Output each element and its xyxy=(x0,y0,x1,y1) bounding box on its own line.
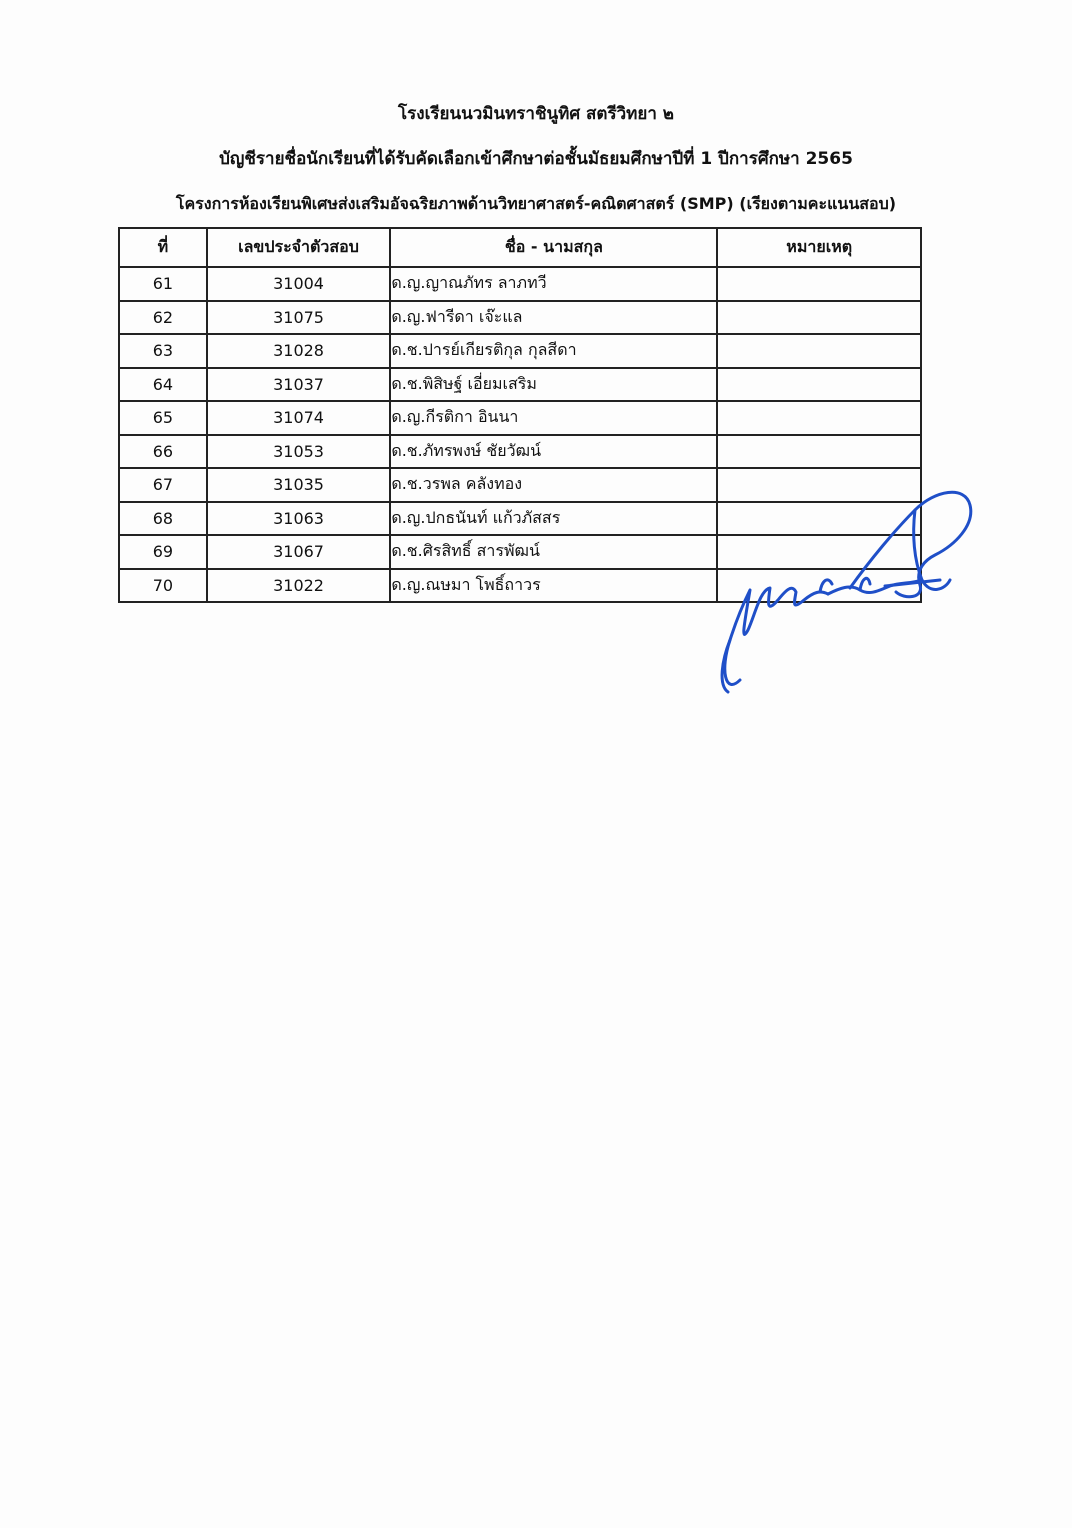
column-header-note: หมายเหตุ xyxy=(717,228,921,267)
table-row xyxy=(119,368,921,402)
column-header-exam-id: เลขประจำตัวสอบ xyxy=(207,228,391,267)
cell-name: ด.ญ.ฟารีดา เจ๊ะแล xyxy=(390,301,717,335)
cell-exam-id: 31053 xyxy=(207,435,391,469)
cell-note xyxy=(717,301,921,335)
cell-no: 70 xyxy=(119,569,207,603)
list-title: บัญชีรายชื่อนักเรียนที่ได้รับคัดเลือกเข้าศึกษาต่อชั้นมัธยมศึกษาปีที่ 1 ปีการศึกษา 2565 xyxy=(219,149,853,169)
cell-no: 61 xyxy=(119,267,207,301)
table-row xyxy=(119,435,921,469)
cell-no: 69 xyxy=(119,535,207,569)
cell-note xyxy=(717,368,921,402)
cell-no: 65 xyxy=(119,401,207,435)
cell-exam-id: 31075 xyxy=(207,301,391,335)
cell-exam-id: 31063 xyxy=(207,502,391,536)
cell-note xyxy=(717,334,921,368)
cell-exam-id: 31035 xyxy=(207,468,391,502)
cell-name: ด.ญ.กีรติกา อินนา xyxy=(390,401,717,435)
cell-name: ด.ช.ภัทรพงษ์ ชัยวัฒน์ xyxy=(390,435,717,469)
program-title: โครงการห้องเรียนพิเศษส่งเสริมอัจฉริยภาพด้านวิทยาศาสตร์-คณิตศาสตร์ (SMP) (เรียงตามคะแนนสอบ) xyxy=(175,194,897,213)
cell-exam-id: 31022 xyxy=(207,569,391,603)
table-row xyxy=(119,267,921,301)
cell-name: ด.ญ.ญาณภัทร ลาภทวี xyxy=(390,267,717,301)
table-row xyxy=(119,301,921,335)
cell-name: ด.ช.ปารย์เกียรติกุล กุลสีดา xyxy=(390,334,717,368)
column-header-name: ชื่อ - นามสกุล xyxy=(390,228,717,267)
signature-image xyxy=(700,480,990,710)
cell-name: ด.ญ.ณษมา โพธิ์ถาวร xyxy=(390,569,717,603)
cell-no: 64 xyxy=(119,368,207,402)
cell-no: 68 xyxy=(119,502,207,536)
column-header-no: ที่ xyxy=(119,228,207,267)
cell-exam-id: 31037 xyxy=(207,368,391,402)
cell-exam-id: 31074 xyxy=(207,401,391,435)
cell-no: 62 xyxy=(119,301,207,335)
cell-name: ด.ช.วรพล คลังทอง xyxy=(390,468,717,502)
cell-exam-id: 31067 xyxy=(207,535,391,569)
cell-exam-id: 31004 xyxy=(207,267,391,301)
cell-note xyxy=(717,435,921,469)
cell-name: ด.ญ.ปกธนันท์ แก้วภัสสร xyxy=(390,502,717,536)
cell-no: 67 xyxy=(119,468,207,502)
cell-note xyxy=(717,267,921,301)
table-row xyxy=(119,401,921,435)
table-row xyxy=(119,334,921,368)
cell-no: 63 xyxy=(119,334,207,368)
cell-name: ด.ช.ศิรสิทธิ์ สารพัฒน์ xyxy=(390,535,717,569)
cell-name: ด.ช.พิสิษฐ์ เอี่ยมเสริม xyxy=(390,368,717,402)
cell-note xyxy=(717,401,921,435)
table-header-row xyxy=(119,228,921,267)
cell-no: 66 xyxy=(119,435,207,469)
cell-exam-id: 31028 xyxy=(207,334,391,368)
school-name: โรงเรียนนวมินทราชินูทิศ สตรีวิทยา ๒ xyxy=(398,104,674,124)
